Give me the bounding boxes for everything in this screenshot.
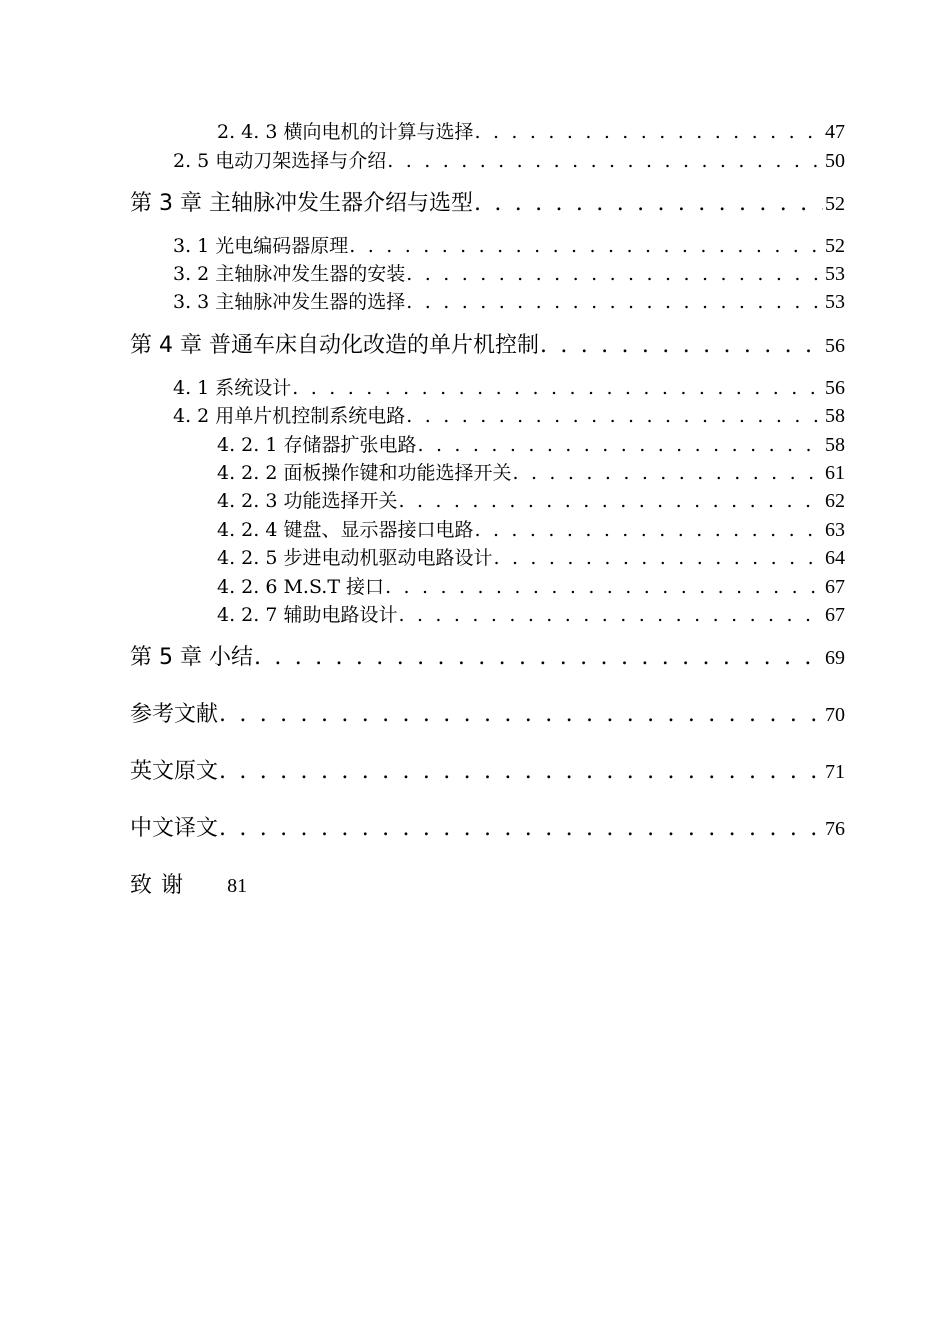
- dot-leader: [397, 487, 823, 515]
- toc-entry-acknowledgements[interactable]: [130, 869, 247, 903]
- toc-page-number: 71: [825, 761, 845, 783]
- toc-entry-title: 4. 2. 6 M.S.T 接口: [217, 576, 385, 598]
- toc-page-number: 69: [825, 647, 845, 669]
- toc-page-number: 56: [825, 377, 845, 399]
- toc-entry-title: 第 5 章 小结: [130, 645, 253, 670]
- toc-page-number: 70: [825, 704, 845, 726]
- toc-entry-chapter-3[interactable]: [130, 187, 845, 221]
- toc-entry-3-1[interactable]: [173, 232, 845, 260]
- toc-entry-english-original[interactable]: [130, 755, 845, 789]
- dot-leader: [405, 402, 823, 430]
- dot-leader: [473, 516, 823, 544]
- dot-leader: [218, 698, 823, 732]
- toc-entry-title: 4. 2. 5 步进电动机驱动电路设计: [217, 547, 493, 569]
- toc-entry-4-2-7[interactable]: [217, 601, 845, 629]
- toc-page-number: 52: [825, 235, 845, 257]
- toc-entry-4-2-4[interactable]: [217, 516, 845, 544]
- toc-entry-4-2-2[interactable]: [217, 459, 845, 487]
- toc-entry-title: 3. 1 光电编码器原理: [173, 235, 349, 257]
- dot-leader: [511, 459, 823, 487]
- toc-entry-title: 第 3 章 主轴脉冲发生器介绍与选型: [130, 191, 473, 216]
- toc-page-number: 47: [825, 121, 845, 143]
- dot-leader: [253, 641, 823, 675]
- toc-page-number: 76: [825, 818, 845, 840]
- toc-entry-title: 4. 1 系统设计: [173, 377, 292, 399]
- dot-leader: [492, 544, 823, 572]
- toc-entry-title: 2. 5 电动刀架选择与介绍: [173, 150, 387, 172]
- toc-page-number: 56: [825, 335, 845, 357]
- toc-entry-4-2-1[interactable]: [217, 431, 845, 459]
- toc-page-number: 67: [825, 604, 845, 626]
- toc-entry-title: 第 4 章 普通车床自动化改造的单片机控制: [130, 333, 539, 358]
- toc-entry-title: 4. 2. 2 面板操作键和功能选择开关: [217, 462, 512, 484]
- toc-entry-title: 致 谢: [130, 873, 184, 898]
- toc-page-number: 58: [825, 405, 845, 427]
- toc-entry-chinese-translation[interactable]: [130, 812, 845, 846]
- dot-leader: [218, 812, 823, 846]
- toc-entry-2-4-3[interactable]: [217, 118, 845, 146]
- toc-page-number: 58: [825, 434, 845, 456]
- toc-entry-title: 4. 2. 1 存储器扩张电路: [217, 434, 417, 456]
- toc-page-number: 62: [825, 490, 845, 512]
- dot-leader: [416, 431, 823, 459]
- dot-leader: [539, 329, 823, 363]
- toc-page-number: 64: [825, 547, 845, 569]
- toc-entry-4-1[interactable]: [173, 374, 845, 402]
- toc-entry-3-2[interactable]: [173, 260, 845, 288]
- toc-entry-title: 4. 2 用单片机控制系统电路: [173, 405, 406, 427]
- toc-entry-title: 3. 3 主轴脉冲发生器的选择: [173, 291, 406, 313]
- toc-page-number: 53: [825, 263, 845, 285]
- toc-page-number: 52: [825, 193, 845, 215]
- toc-page-number: 50: [825, 150, 845, 172]
- toc-entry-2-5[interactable]: [173, 147, 845, 175]
- toc-entry-3-3[interactable]: [173, 288, 845, 316]
- dot-leader: [384, 573, 823, 601]
- dot-leader: [397, 601, 823, 629]
- toc-entry-title: 4. 2. 3 功能选择开关: [217, 490, 398, 512]
- toc-entry-chapter-5[interactable]: [130, 641, 845, 675]
- dot-leader: [473, 118, 823, 146]
- dot-leader: [348, 232, 823, 260]
- toc-entry-chapter-4[interactable]: [130, 329, 845, 363]
- toc-entry-title: 英文原文: [130, 759, 219, 784]
- dot-leader: [473, 187, 823, 221]
- toc-entry-4-2-3[interactable]: [217, 487, 845, 515]
- toc-page-number: 67: [825, 576, 845, 598]
- toc-entry-4-2-6[interactable]: [217, 573, 845, 601]
- toc-entry-references[interactable]: [130, 698, 845, 732]
- dot-leader: [405, 288, 823, 316]
- toc-entry-title: 4. 2. 4 键盘、显示器接口电路: [217, 519, 474, 541]
- toc-entry-title: 参考文献: [130, 702, 219, 727]
- dot-leader: [405, 260, 823, 288]
- toc-page-number: 61: [825, 462, 845, 484]
- toc-page-number: 63: [825, 519, 845, 541]
- toc-entry-title: 2. 4. 3 横向电机的计算与选择: [217, 121, 474, 143]
- toc-page-number: 81: [227, 875, 248, 897]
- dot-leader: [291, 374, 823, 402]
- dot-leader: [386, 147, 823, 175]
- toc-entry-title: 3. 2 主轴脉冲发生器的安装: [173, 263, 406, 285]
- toc-entry-title: 中文译文: [130, 816, 219, 841]
- toc-entry-4-2[interactable]: [173, 402, 845, 430]
- toc-page-number: 53: [825, 291, 845, 313]
- toc-entry-4-2-5[interactable]: [217, 544, 845, 572]
- toc-entry-title: 4. 2. 7 辅助电路设计: [217, 604, 398, 626]
- dot-leader: [218, 755, 823, 789]
